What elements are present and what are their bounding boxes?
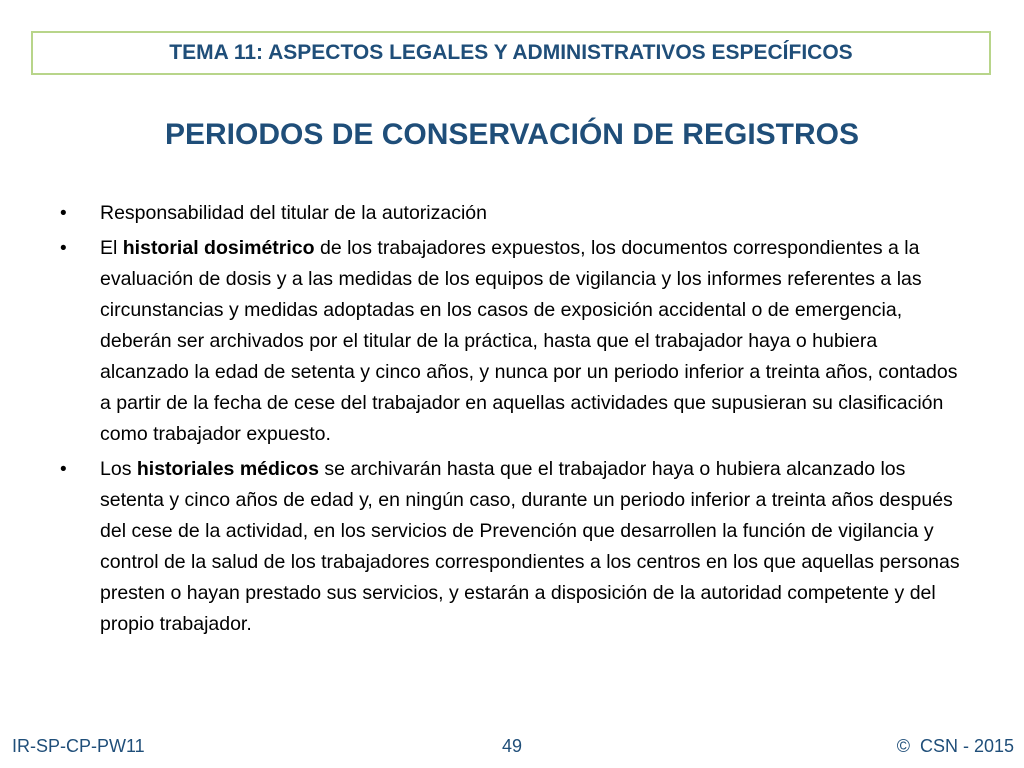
bullet-icon: • <box>60 203 67 224</box>
bullet-text-after: se archivarán hasta que el trabajador haya o hubiera alcanzado los setenta y cinco años de edad y, en ningún caso, durante un periodo inferior a treinta años después del cese de la actividad, en los servicios de Prevención que desarrollen la función de vigilancia y control de la salud de los trabajadores correspondientes a los centros en los que aquellas personas presten o hayan prestado sus servicios, y estarán a disposición de la autoridad competente y del propio trabajador. <box>100 458 960 635</box>
bullet-list <box>60 198 970 644</box>
copyright-icon: © <box>896 736 910 756</box>
bullet-bold-term: historial dosimétrico <box>122 237 315 259</box>
header-box <box>31 31 991 75</box>
bullet-text-before: El <box>100 237 123 259</box>
bullet-item-medical-history <box>60 454 970 640</box>
slide-title: PERIODOS DE CONSERVACIÓN DE REGISTROS <box>165 118 859 151</box>
page-number: 49 <box>501 736 523 756</box>
bullet-item-dosimetric-history <box>60 233 970 450</box>
header-title: TEMA 11: ASPECTOS LEGALES Y ADMINISTRATIVOS ESPECÍFICOS <box>169 41 853 64</box>
footer-copyright <box>897 736 1014 757</box>
bullet-text: Responsabilidad del titular de la autorización <box>100 202 487 224</box>
bullet-text-after: de los trabajadores expuestos, los documentos correspondientes a la evaluación de dosis y a las medidas de los equipos de vigilancia y los informes referentes a las circunstancias y medidas adoptadas en los casos de exposición accidental o de emergencia, deberán ser archivados por el titular de la práctica, hasta que el trabajador haya o hubiera alcanzado la edad de setenta y cinco años, y nunca por un periodo inferior a treinta años, contados a partir de la fecha de cese del trabajador en aquellas actividades que supusieran su clasificación como trabajador expuesto. <box>100 237 958 445</box>
bullet-item-responsibility <box>60 198 970 229</box>
bullet-icon: • <box>60 238 67 259</box>
bullet-bold-term: historiales médicos <box>136 458 319 480</box>
copyright-text: CSN - 2015 <box>919 736 1014 756</box>
bullet-icon: • <box>60 459 67 480</box>
footer-code: IR-SP-CP-PW11 <box>12 736 145 756</box>
bullet-text-before: Los <box>100 458 137 480</box>
